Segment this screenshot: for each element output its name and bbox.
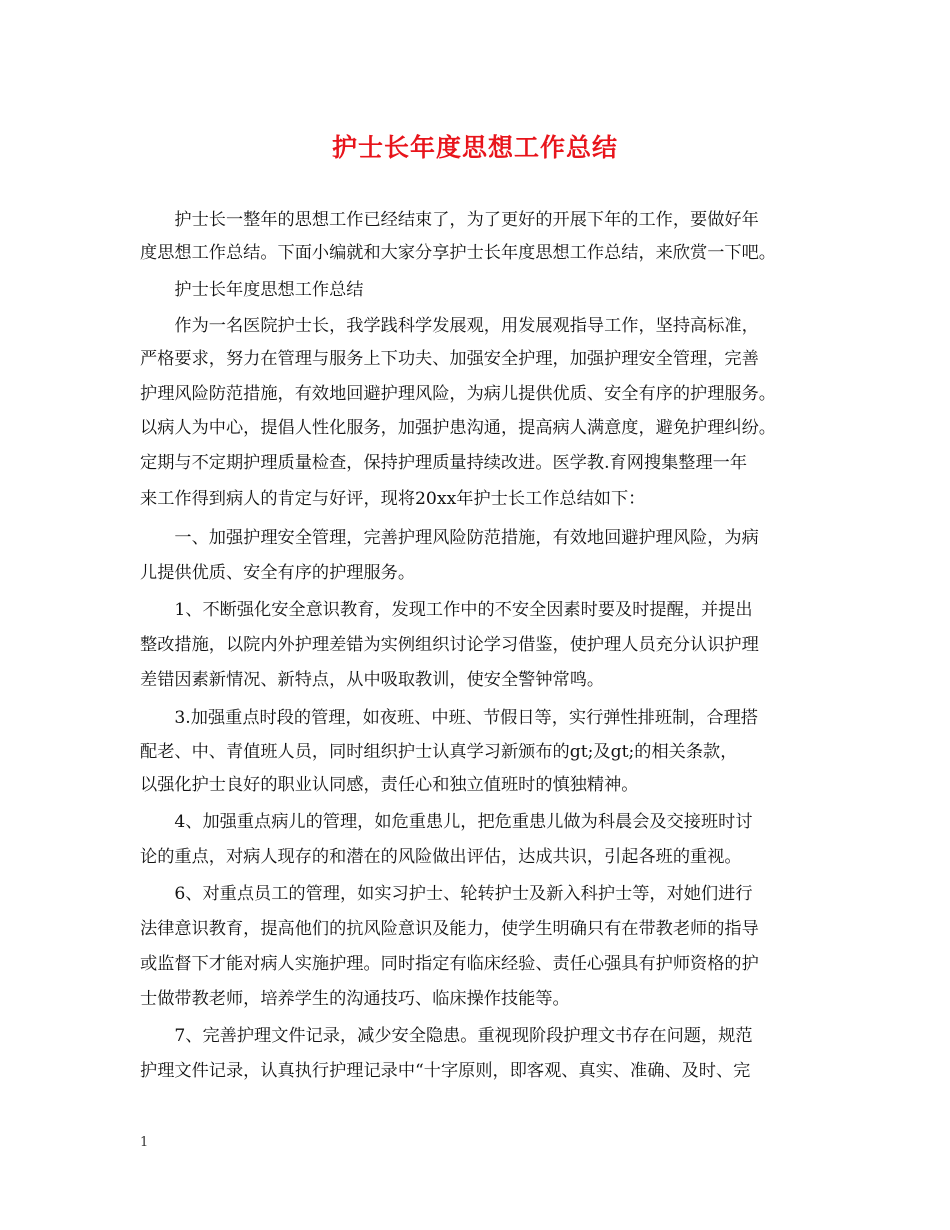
body-line: 整改措施，以院内外护理差错为实例组织讨论学习借鉴，使护理人员充分认识护理 (140, 635, 759, 655)
body-line: 差错因素新情况、新特点，从中吸取教训，使安全警钟常鸣。 (140, 670, 605, 690)
body-line: 7、完善护理文件记录，减少安全隐患。重视现阶段护理文书存在问题，规范 (140, 1026, 753, 1046)
body-line: 一、加强护理安全管理，完善护理风险防范措施，有效地回避护理风险，为病 (140, 528, 759, 548)
body-line: 3.加强重点时段的管理，如夜班、中班、节假日等，实行弹性排班制，合理搭 (140, 708, 758, 728)
body-line: 士做带教老师，培养学生的沟通技巧、临床操作技能等。 (140, 989, 570, 1009)
page-number: 1 (140, 1135, 149, 1150)
body-line: 论的重点，对病人现存的和潜在的风险做出评估，达成共识，引起各班的重视。 (140, 847, 742, 867)
body-line: 6、对重点员工的管理，如实习护士、轮转护士及新入科护士等，对她们进行 (140, 884, 753, 904)
body-line: 法律意识教育，提高他们的抗风险意识及能力，使学生明确只有在带教老师的指导 (140, 919, 759, 939)
body-line: 严格要求，努力在管理与服务上下功夫、加强安全护理，加强护理安全管理，完善 (140, 349, 759, 369)
body-line: 或监督下才能对病人实施护理。同时指定有临床经验、责任心强具有护师资格的护 (140, 954, 759, 974)
body-line: 护士长一整年的思想工作已经结束了，为了更好的开展下年的工作，要做好年 (140, 210, 759, 230)
body-line: 1、不断强化安全意识教育，发现工作中的不安全因素时要及时提醒，并提出 (140, 600, 753, 620)
body-line: 4、加强重点病儿的管理，如危重患儿，把危重患儿做为科晨会及交接班时讨 (140, 812, 753, 832)
body-line: 儿提供优质、安全有序的护理服务。 (140, 563, 416, 583)
body-line: 配老、中、青值班人员，同时组织护士认真学习新颁布的gt;及gt;的相关条款， (140, 742, 738, 762)
body-line: 以强化护士良好的职业认同感，责任心和独立值班时的慎独精神。 (140, 775, 639, 795)
document-title: 护士长年度思想工作总结 (331, 133, 618, 162)
body-line: 护理文件记录，认真执行护理记录中“十字原则，即客观、真实、准确、及时、完 (140, 1061, 751, 1081)
body-line: 来工作得到病人的肯定与好评，现将20xx年护士长工作总结如下： (140, 489, 646, 509)
body-line: 护士长年度思想工作总结 (140, 280, 364, 300)
body-line: 度思想工作总结。下面小编就和大家分享护士长年度思想工作总结，来欣赏一下吧。 (140, 243, 776, 263)
body-line: 以病人为中心，提倡人性化服务，加强护患沟通，提高病人满意度，避免护理纠纷。 (140, 418, 776, 438)
body-line: 定期与不定期护理质量检查，保持护理质量持续改进。医学教.育网搜集整理一年 (140, 453, 748, 473)
body-line: 作为一名医院护士长，我学践科学发展观，用发展观指导工作，坚持高标准， (140, 316, 759, 336)
body-line: 护理风险防范措施，有效地回避护理风险，为病儿提供优质、安全有序的护理服务。 (140, 384, 776, 404)
